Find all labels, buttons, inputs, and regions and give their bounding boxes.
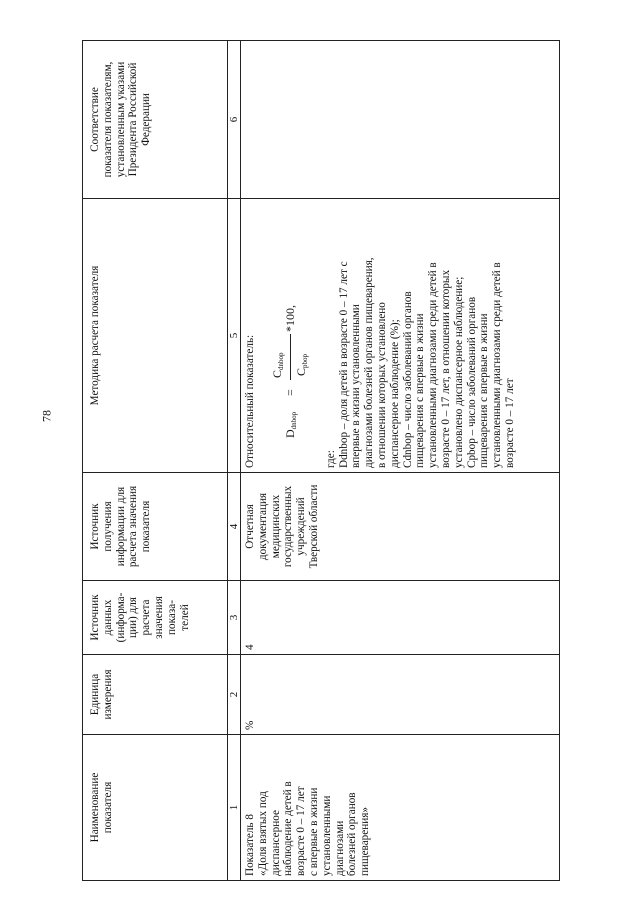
- method-where: где:: [324, 450, 337, 468]
- formula-equals: =: [282, 389, 297, 396]
- column-number-1: 1: [228, 804, 240, 811]
- method-definitions: Ddnbop – доля детей в возрасте 0 – 17 лет с впервые в жизни установленными диагнозами болезней органов пищеварения, в отношении которых установлено диспансерное наблюдение (%); Cdnbop – число заболеваний органов пищеварения с впервые в жизни установленными диагнозами среди детей в возрасте 0 – 17 лет, в отношении которых установлено диспансерное наблюдение; Cpbop – число заболеваний органов пищеварения с впервые в жизни установленными диагнозами среди детей в возрасте 0 – 17 лет: [337, 257, 516, 468]
- header-calculation-method: Методика расчета показателя: [89, 265, 101, 406]
- formula-lhs: $D_{dnbop}$: [282, 411, 298, 438]
- fraction-bar: [290, 334, 291, 380]
- column-number-6: 6: [228, 116, 240, 123]
- formula-tail: *100,: [282, 305, 297, 332]
- page-number: 78: [39, 410, 54, 422]
- header-info-source: Источник получения информации для расчета значения показателя: [89, 485, 153, 568]
- info-source-value: Отчетная документация медицинских государственных учреждений Тверской области: [244, 484, 320, 569]
- table-border-bottom: [559, 40, 560, 881]
- column-number-3: 3: [228, 614, 240, 621]
- formula-numerator: $C_{dnbop}$: [269, 352, 285, 378]
- data-source-value: 4: [244, 644, 256, 650]
- header-compliance: Соответствие показателя показателям, установленным указами Президента Российской Федерации: [89, 61, 153, 178]
- method-intro: Относительный показатель:: [244, 334, 256, 468]
- rotated-page: [82, 40, 560, 881]
- header-data-source: Источник данных (информа- ции) для расчета значения показа- телей: [89, 592, 191, 643]
- indicator-name: Показатель 8 «Доля взятых под диспансерное наблюдение детей в возрасте 0 – 17 лет с впервые в жизни установленными диагнозами болезней органов пищеварения»: [244, 781, 372, 876]
- header-unit: Единица измерения: [89, 669, 114, 720]
- formula: [271, 203, 311, 438]
- table-border-left: [82, 880, 560, 881]
- column-number-5: 5: [228, 332, 240, 339]
- calculation-method: [241, 199, 559, 472]
- indicator-table: [82, 40, 560, 881]
- column-number-4: 4: [228, 523, 240, 530]
- header-indicator-name: Наименование показателя: [89, 772, 114, 843]
- column-number-2: 2: [228, 691, 240, 698]
- unit-value: %: [244, 720, 256, 730]
- compliance-value: [241, 41, 559, 198]
- formula-denominator: $C_{pbop}$: [293, 353, 309, 376]
